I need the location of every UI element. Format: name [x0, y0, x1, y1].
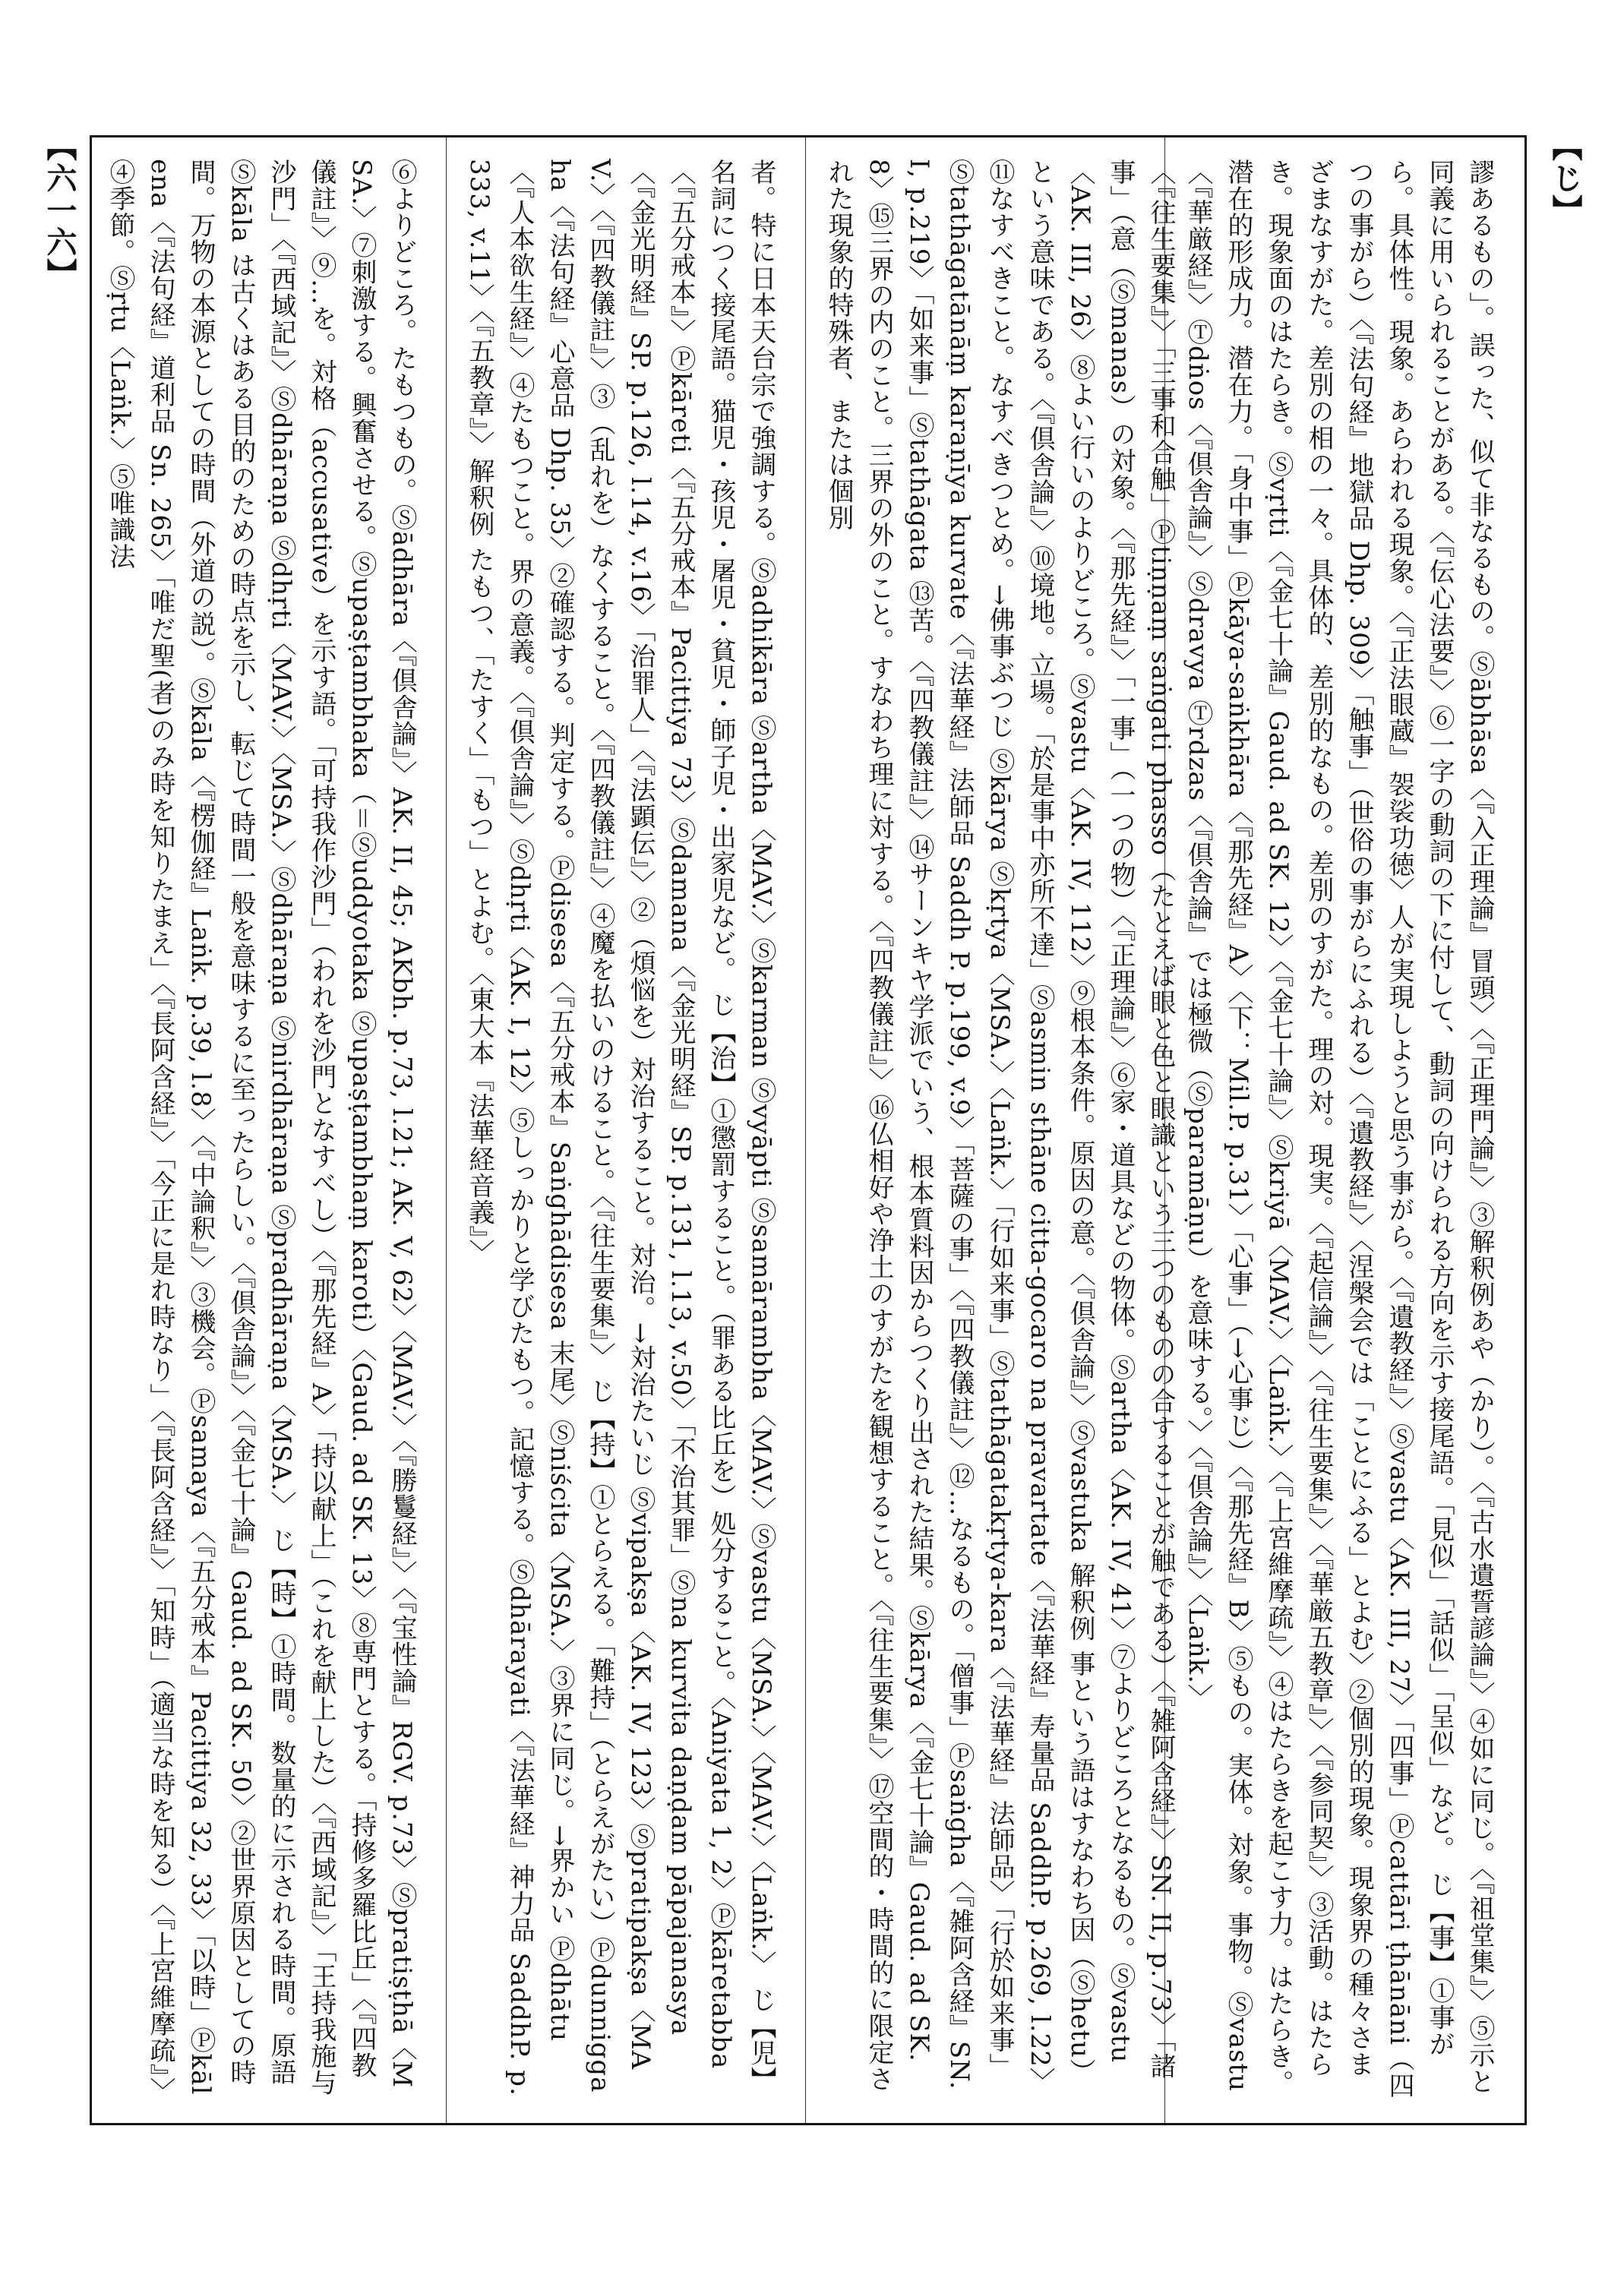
page-number: 【六一六】	[42, 131, 77, 290]
text-column-4	[87, 137, 447, 2123]
column-1-text: 謬あるもの」。誤った、似て非なるもの。Ⓢābhāsa〈『入正理論』冒頭〉〈『正理門論』〉③解釈例あや（かり）。〈『古水遺誓諺論』〉④如に同じ。〈『祖堂集』〉⑤示と同義に用いられることがある。〈『伝心法要』〉⑥一字の動詞の下に付して、動詞の向けられる方向を示す接尾語。「見似」「話似」「呈似」など。 じ【事】①事がら。具体性。現象。あらわれる現象。〈『正法眼蔵』袈裟功徳〉人が実現しようと思う事がら。〈『遺教経』〉Ⓢvastu〈AK. III, 27〉「四事」Ⓟcattāri ṭhānāni（四つの事がら）〈『法句経』地獄品 Dhp. 309〉「触事」（世俗の事がらにふれる）〈『遺教経』〉〈涅槃会では「ことにふる」とよむ〉②個別的現象。現象界の種々さまざまなすがた。差別の相の一々。具体的、差別的なもの。差別のすがた。理の対。現実。〈『起信論』〉〈『往生要集』〉〈『華厳五教章』〉〈『参同契』〉③活動。はたらき。現象面のはたらき。Ⓢvṛtti〈『金七十論』Gaud. ad SK. 12〉〈『金七十論』〉Ⓢkriyā〈MAV.〉〈Laṅk.〉〈『上宮維摩疏』〉④はたらきを起こす力。はたらき。潜在的形成力。潜在力。「身中事」Ⓟkāya-saṅkhāra〈『那先経』A〉〈下：Mil.P. p.31〉「心事」（→心事じ）〈『那先経』B〉⑤もの。実体。対象。事物。Ⓢvastu〈『華厳経』〉Ⓣdṅos〈『倶舎論』〉Ⓢdravya Ⓣrdzas〈『倶舎論』では極微（Ⓢparamāṇu）を意味する。〉〈『倶舎論』〉〈Laṅk.〉	[1183, 159, 1495, 2099]
column-2-text: 〈『往生要集』〉「三事和合触」Ⓟtiṇṇaṃ saṅgati phasso（たとえば眼と色と眼識という三つのものの合することが触である）〈『雑阿含経』〉SN. II, p.73〉「諸事」（意（Ⓢmanas）の対象。〈『那先経』〉「一事」（一つの物）〈『正理論』〉⑥家・道具などの物体。Ⓢartha〈AK. IV, 41〉⑦よりどころとなるもの。Ⓢvastu〈AK. III, 26〉⑧よい行いのよりどころ。Ⓢvastu〈AK. IV, 112〉⑨根本条件。原因の意。〈『倶舎論』〉Ⓢvastuka 解釈例 事という語はすなわち因（Ⓢhetu）という意味である。〈『倶舎論』〉⑩境地。立場。「於是事中亦所不達」Ⓢasmin sthāne citta-gocaro na pravartate〈『法華経』寿量品 SaddhP. p.269, l.22〉⑪なすべきこと。なすべきつとめ。→佛事ぶつじ Ⓢkārya Ⓢkṛtya〈MSA.〉〈Laṅk.〉「行如来事」Ⓢtathāgatakṛtya-kara〈『法華経』法師品〉「行於如来事」Ⓢtathāgatānāṃ karaṇīya kurvate〈『法華経』法師品 Saddh P. p.199, v.9〉「菩薩の事」〈『四教儀註』〉⑫…なるもの。「僧事」Ⓟsaṅgha〈『雑阿含経』SN. I, p.219〉「如来事」Ⓢtathāgata ⑬苦。〈『四教儀註』〉⑭サーンキヤ学派でいう、根本質料因からつくり出された結果。Ⓢkārya〈『金七十論』Gaud. ad SK. 8〉⑮三界の内のこと。三界の外のこと。すなわち理に対する。〈『四教儀註』〉⑯仏相好や浄土のすがたを観想すること。〈『往生要集』〉⑰空間的・時間的に限定された現象的特殊者、または個別	[823, 159, 1176, 2094]
dictionary-page-frame	[90, 135, 1527, 2125]
text-column-2	[806, 137, 1176, 2123]
column-3-text: 者。特に日本天台宗で強調する。Ⓢadhikāra Ⓢartha〈MAV.〉Ⓢkarman Ⓢvyāpti Ⓢsamārambha〈MAV.〉Ⓢvastu〈MSA.〉〈MAV.〉〈Laṅk.〉 じ【児】名詞につく接尾語。猫児・孩児・屠児・貧児・師子児・出家児など。 じ【治】①懲罰すること。（罪ある比丘を）処分すること。〈Aniyata 1, 2〉Ⓟkāretabba〈『五分戒本』〉Ⓟkāreti〈『五分戒本』Pacittiya 73〉Ⓢdamana〈『金光明経』SP. p.131, l.13, v.50〉「不治其罪」Ⓢna kurvita daṇḍam pāpajanasya〈『金光明経』SP. p.126, l.14, v.16〉「治罪人」〈『法顕伝』〉②（煩悩を）対治すること。対治。→対治たいじ Ⓢvipakṣa〈AK. IV, 123〉Ⓢpratipakṣa〈MAV.〉〈『四教儀註』〉③（乱れを）なくすること。〈『四教儀註』〉④魔を払いのけること。〈『往生要集』〉 じ【持】①とらえる。「難持」（とらえがたい）Ⓟdunniggaha〈『法句経』心意品 Dhp. 35〉②確認する。判定する。Ⓟdisesa〈『五分戒本』Saṅghādisesa 末尾〉Ⓢniścita〈MSA.〉③界に同じ。→界かい Ⓟdhātu〈『人本欲生経』〉④たもつこと。界の意義。〈『倶舎論』〉Ⓢdhṛti〈AK. I, 12〉⑤しっかりと学びたもつ。記憶する。Ⓢdhārayati〈『法華経』神力品 SaddhP. p.333, v.11〉〈『五教章』〉解釈例 たもつ、「たすく」「もつ」とよむ。〈東大本『法華経音義』〉	[464, 159, 776, 2096]
text-column-1	[1165, 137, 1524, 2123]
text-column-3	[447, 137, 806, 2123]
page-header-entry-index: 【じ】	[1547, 131, 1583, 226]
column-4-text: ⑥よりどころ。たもつもの。Ⓢādhāra〈『倶舎論』〉AK. II, 45; AKbh. p.73, l.21; AK. V, 62〉〈MAV.〉〈『勝鬘経』〉〈『宝性論』RGV. p.73〉Ⓢpratiṣṭhā〈MSA.〉⑦刺激する。興奮させる。Ⓢupaṣṭambhaka（＝Ⓢuddyotaka Ⓢupaṣṭambhaṃ karoti）〈Gaud. ad SK. 13〉⑧専門とする。「持修多羅比丘」〈『四教儀註』〉⑨…を。対格（accusative）を示す語。「可持我作沙門」（われを沙門となすべし）〈『那先経』A〉「持以献上」（これを献上した）〈『西域記』〉「王持我施与沙門」〈『西域記』〉Ⓢdhāraṇa Ⓢdhṛti〈MAV.〉〈MSA.〉Ⓢdhāraṇa Ⓢnirdhāraṇa Ⓢpradhāraṇa〈MSA.〉 じ【時】①時間。数量的に示される時間。原語 Ⓢkāla は古くはある目的のための時点を示し、転じて時間一般を意味するに至ったらしい。〈『倶舎論』〉〈『金七十論』Gaud. ad SK. 50〉②世界原因としての時間。万物の本源としての時間（外道の説）。Ⓢkāla〈『楞伽経』Laṅk. p.39, l.8〉〈『中論釈』〉③機会。Ⓟsamaya〈『五分戒本』Pacittiya 32, 33〉「以時」Ⓟkālena〈『法句経』道利品 Sn. 265〉「唯だ聖(者)のみ時を知りたまえ」〈『長阿含経』〉「今正に是れ時なり」〈『長阿含経』〉「知時」（適当な時を知る）〈『上宮維摩疏』〉④季節。Ⓢṛtu〈Laṅk.〉⑤唯識法	[105, 159, 417, 2096]
